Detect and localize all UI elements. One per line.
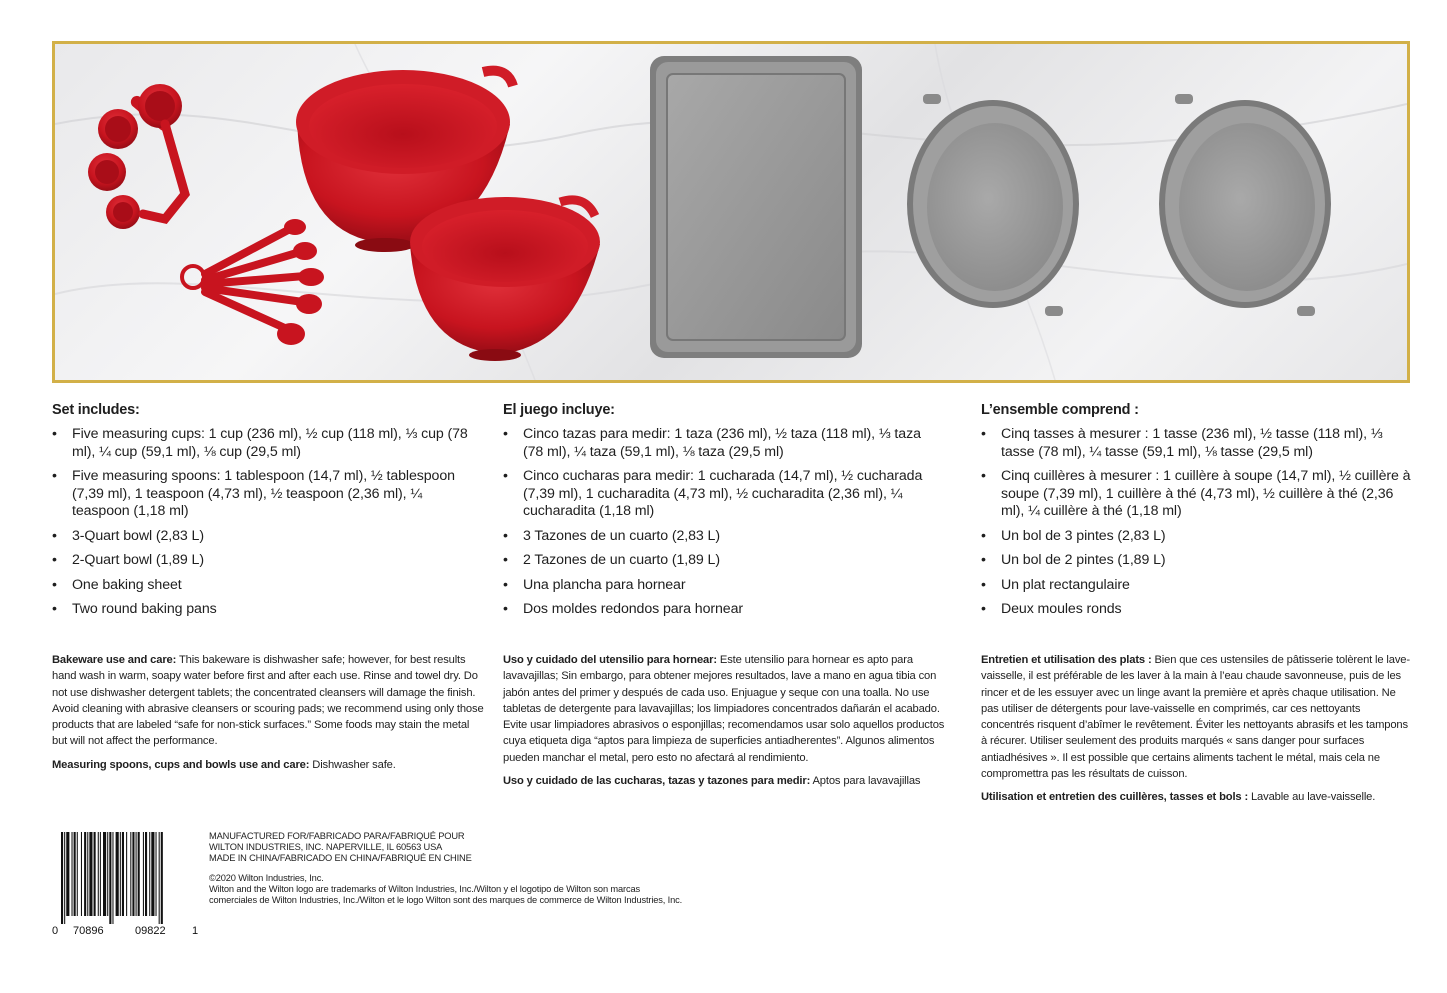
round-pan-icon — [907, 94, 1079, 316]
barcode-bar — [151, 832, 154, 916]
set-includes-heading-es: El juego incluye: — [503, 402, 615, 418]
list-item: • One baking sheet — [52, 577, 472, 595]
measuring-spoons-icon — [182, 219, 324, 345]
barcode-bar — [122, 832, 124, 916]
list-item: • 2-Quart bowl (1,89 L) — [52, 552, 472, 570]
set-includes-heading-fr: L’ensemble comprend : — [981, 402, 1139, 418]
care-label: Uso y cuidado del utensilio para hornear: — [503, 654, 717, 666]
barcode-digits-group2: 09822 — [135, 925, 166, 937]
barcode-bar — [107, 832, 108, 916]
list-item: • 2 Tazones de un cuarto (1,89 L) — [503, 552, 943, 570]
care-label: Entretien et utilisation des plats : — [981, 654, 1152, 666]
barcode — [51, 830, 201, 938]
made-in-line: MADE IN CHINA/FABRICADO EN CHINA/FABRIQUÉ EN CHINE — [209, 853, 472, 863]
list-item: • Five measuring spoons: 1 tablespoon (14,7 ml), ½ tablespoon (7,39 ml), 1 teaspoon (4,73 ml), ½ teaspoon (2,36 ml), ¼ teaspoon (1,18 ml) — [52, 468, 472, 521]
tools-care-label: Uso y cuidado de las cucharas, tazas y tazones para medir: — [503, 775, 811, 788]
barcode-bar — [138, 832, 140, 916]
barcode-bar — [64, 832, 65, 924]
legal-text — [209, 831, 769, 906]
barcode-icon — [51, 830, 201, 938]
measuring-cups-icon — [88, 84, 185, 229]
baking-sheet-icon — [650, 56, 862, 358]
barcode-bar — [89, 832, 92, 916]
product-illustration — [55, 44, 1407, 380]
list-item: • Un bol de 3 pintes (2,83 L) — [981, 528, 1413, 546]
tools-care-label: Utilisation et entretien des cuillères, tasses et bols : — [981, 791, 1249, 804]
english-contents — [52, 402, 472, 626]
list-item: • Un bol de 2 pintes (1,89 L) — [981, 552, 1413, 570]
barcode-bar — [61, 832, 63, 924]
tools-care-text: Aptos para lavavajillas — [810, 775, 921, 788]
barcode-bar — [87, 832, 88, 916]
barcode-bar — [159, 832, 160, 924]
barcode-bar — [66, 832, 69, 916]
barcode-bar — [109, 832, 111, 924]
barcode-bar — [145, 832, 147, 916]
barcode-bar — [161, 832, 163, 924]
barcode-bar — [74, 832, 76, 916]
copyright-line: ©2020 Wilton Industries, Inc. — [209, 873, 324, 883]
tools-care-text: Lavable au lave-vaisselle. — [1248, 791, 1376, 804]
trademark-line: Wilton and the Wilton logo are trademarks of Wilton Industries, Inc./Wilton y el logotipo de Wilton son marcas — [209, 884, 640, 894]
list-item: • Cinq cuillères à mesurer : 1 cuillère à soupe (14,7 ml), ½ cuillère à soupe (7,39 ml), 1 cuillère à thé (4,73 ml), ½ cuillère à thé (2,36 ml), ¼ cuillère à thé (1,18 ml) — [981, 468, 1413, 521]
product-photo — [52, 41, 1410, 383]
list-item: • Cinco cucharas para medir: 1 cucharada (14,7 ml), ½ cucharada (7,39 ml), 1 cucharadita (4,73 ml), ½ cucharadita (2,36 ml), ¼ cucharadita (1,18 ml) — [503, 468, 943, 521]
care-text: Este utensilio para hornear es apto para lavavajillas; Sin embargo, para obtener mejores resultados, lave a mano en agua tibia con jabón antes del primer y después de cada uso. Enjuague y seque con una toalla. No use tabletas de detergente para lavavajillas; los limpiadores concentrados dañarán el acabado. Evite usar limpiadores abrasivos o esponjillas; recomendamos usar solo aquellos productos cuya etiqueta diga “aptos para limpieza de superficies antiadherentes”. Algunos alimentos pueden manchar el metal, pero esto no afectará al rendimiento. — [503, 654, 945, 764]
small-mixing-bowl-icon — [410, 197, 600, 361]
care-instructions-fr — [981, 652, 1413, 813]
barcode-bar — [103, 832, 106, 916]
barcode-bar — [143, 832, 144, 916]
list-item: • Dos moldes redondos para hornear — [503, 601, 943, 619]
set-includes-heading: Set includes: — [52, 402, 140, 418]
list-item: • Cinco tazas para medir: 1 taza (236 ml), ½ taza (118 ml), ⅓ taza (78 ml), ¼ taza (59,1 ml), ⅛ taza (29,5 ml) — [503, 426, 943, 461]
list-item: • Una plancha para hornear — [503, 577, 943, 595]
barcode-bar — [81, 832, 82, 916]
trademark-line-2: comerciales de Wilton Industries, Inc./Wilton et le logo Wilton sont des marques de commerce de Wilton Industries, Inc. — [209, 895, 683, 905]
barcode-bar — [120, 832, 121, 916]
manufacturer-address: WILTON INDUSTRIES, INC. NAPERVILLE, IL 60563 USA — [209, 842, 443, 852]
french-contents — [981, 402, 1413, 626]
barcode-bar — [149, 832, 150, 916]
tools-care-label: Measuring spoons, cups and bowls use and care: — [52, 758, 310, 771]
list-item: • Cinq tasses à mesurer : 1 tasse (236 ml), ½ tasse (118 ml), ⅓ tasse (78 ml), ¼ tasse (59,1 ml), ⅛ tasse (29,5 ml) — [981, 426, 1413, 461]
barcode-bar — [98, 832, 99, 916]
care-instructions-es — [503, 652, 948, 796]
care-instructions-en — [52, 652, 484, 780]
barcode-bar — [72, 832, 73, 916]
barcode-digits-group1: 70896 — [73, 925, 104, 937]
list-item: • Two round baking pans — [52, 601, 472, 619]
barcode-bar — [84, 832, 86, 916]
manufacturer-line: MANUFACTURED FOR/FABRICADO PARA/FABRIQUÉ POUR — [209, 831, 465, 841]
care-label: Bakeware use and care: — [52, 654, 177, 666]
barcode-bar — [156, 832, 157, 916]
barcode-bar — [136, 832, 137, 916]
barcode-bar — [126, 832, 127, 916]
spanish-contents — [503, 402, 943, 626]
list-item: • 3 Tazones de un cuarto (2,83 L) — [503, 528, 943, 546]
barcode-bar — [77, 832, 78, 916]
barcode-bar — [132, 832, 134, 916]
set-items-list-es — [503, 426, 943, 619]
care-text: Bien que ces ustensiles de pâtisserie tolèrent le lave-vaisselle, il est préférable de les laver à la main à l’eau chaude savonneuse, puis de les rincer et de les essuyer avec un linge avant la première et après chaque utilisation. Ne pas utiliser de détergents pour lave-vaisselle en comprimés, car ces nettoyants concentrés risquent d’abîmer le revêtement. Éviter les nettoyants abrasifs et les tampons à récurer. Utiliser seulement des produits marqués « sans danger pour surfaces antiadhésives ». Il est possible que certains aliments tachent le métal, mais cela ne compromettra pas les résultats de cuisson. — [981, 654, 1410, 781]
barcode-bar — [116, 832, 119, 916]
barcode-bar — [94, 832, 96, 916]
set-items-list-fr — [981, 426, 1413, 619]
barcode-bar — [130, 832, 131, 916]
set-items-list — [52, 426, 472, 619]
care-text: This bakeware is dishwasher safe; however, for best results hand wash in warm, soapy water before first and after each use. Rinse and towel dry. Do not use dishwasher detergent tablets; the concentrated cleansers will damage the finish. Avoid cleaning with abrasive cleansers or scouring pads; we recommend using only those products that are labeled “safe for non-stick surfaces.” Some foods may stain the metal but will not affect the performance. — [52, 654, 484, 748]
list-item: • Five measuring cups: 1 cup (236 ml), ½ cup (118 ml), ⅓ cup (78 ml), ¼ cup (59,1 ml), ⅛ cup (29,5 ml) — [52, 426, 472, 461]
barcode-digit-left: 0 — [52, 925, 59, 937]
tools-care-text: Dishwasher safe. — [309, 758, 396, 771]
barcode-bar — [100, 832, 101, 916]
barcode-digit-right: 1 — [192, 925, 199, 937]
list-item: • Un plat rectangulaire — [981, 577, 1413, 595]
barcode-bar — [112, 832, 113, 924]
list-item: • Deux moules ronds — [981, 601, 1413, 619]
round-pan-icon — [1159, 94, 1331, 316]
list-item: • 3-Quart bowl (2,83 L) — [52, 528, 472, 546]
